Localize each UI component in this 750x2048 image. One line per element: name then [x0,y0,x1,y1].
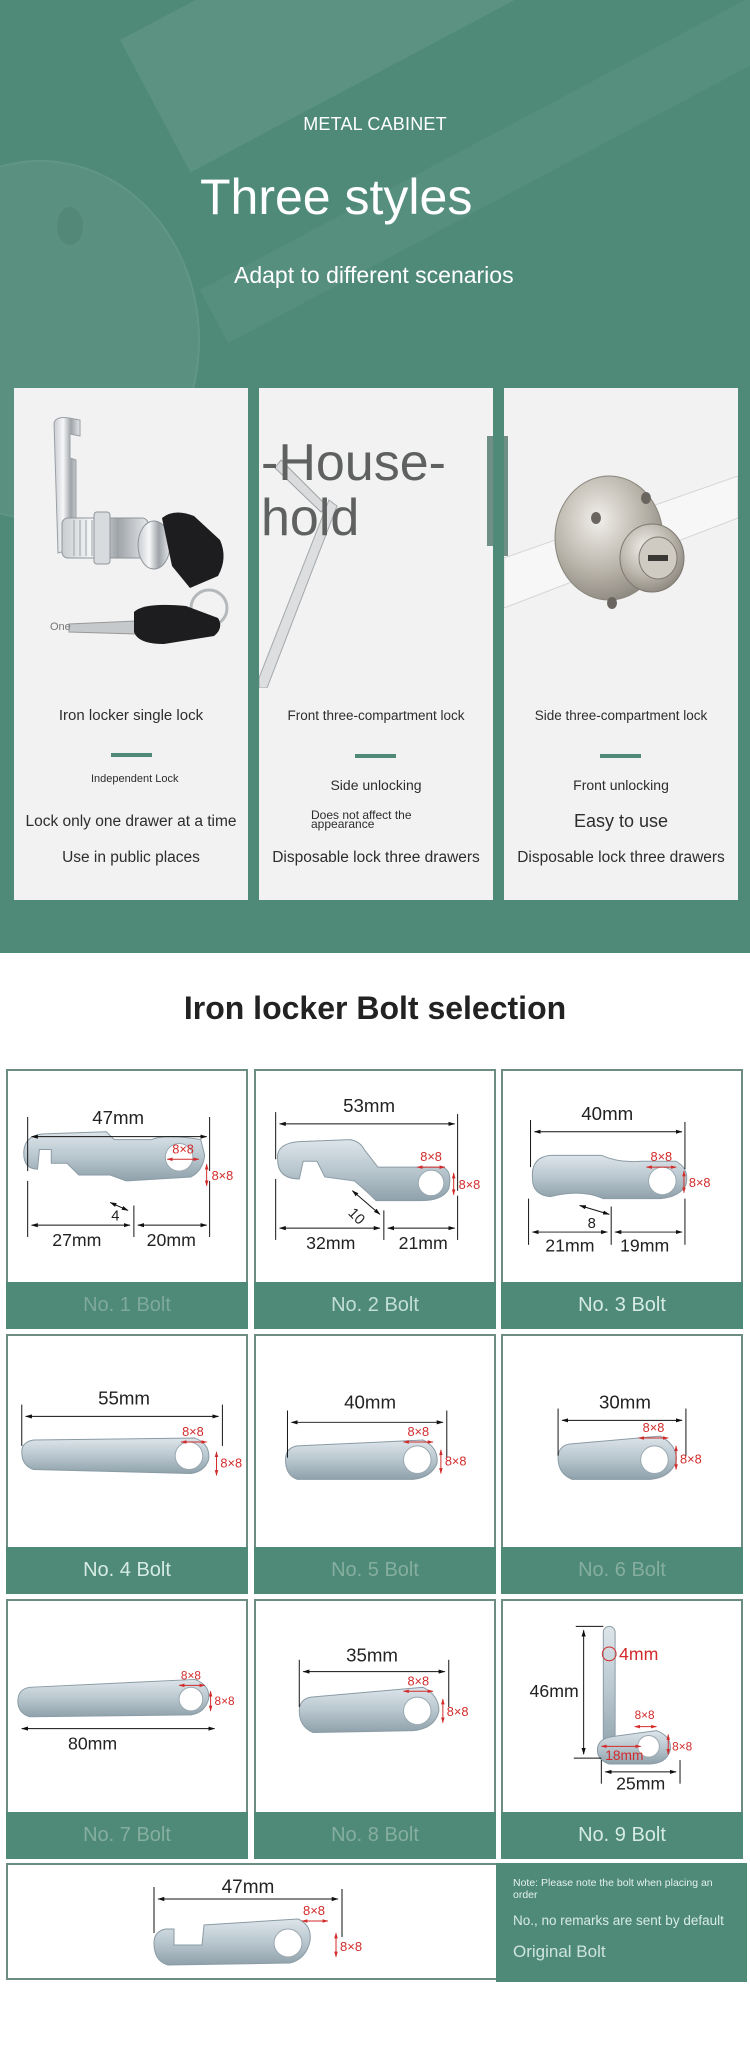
style-card-front-three-compartment[interactable] [259,388,493,900]
svg-text:25mm: 25mm [616,1773,666,1794]
order-note-panel [496,1863,747,1982]
style-card-feature-3: Disposable lock three drawers [517,849,725,866]
bolt-7-drawing [8,1601,246,1811]
svg-text:8×8: 8×8 [680,1451,702,1467]
household-overlay-text: -House-hold [261,434,446,547]
svg-text:8×8: 8×8 [214,1694,235,1709]
style-card-side-three-compartment[interactable] [504,388,738,900]
bolt-section-title: Iron locker Bolt selection [183,990,567,1026]
bolt-label: No. 7 Bolt [6,1812,248,1859]
bolt-label: No. 8 Bolt [254,1812,496,1859]
style-card-feature-2: Easy to use [573,811,669,831]
svg-text:8×8: 8×8 [180,1668,201,1683]
hero-kicker: METAL CABINET [303,114,447,134]
svg-text:53mm: 53mm [343,1095,396,1117]
bolt-option-7[interactable] [6,1599,248,1859]
bolt-label: No. 9 Bolt [501,1812,743,1859]
default-remark-text: No., no remarks are sent by default [513,1913,724,1928]
style-card-feature-1: Independent Lock [91,773,179,785]
svg-text:4mm: 4mm [619,1643,659,1664]
bolt-label: No. 4 Bolt [6,1547,248,1594]
svg-text:8×8: 8×8 [444,1453,467,1469]
bolt-label: No. 2 Bolt [254,1282,496,1329]
bolt-option-1[interactable] [6,1069,248,1329]
svg-text:8×8: 8×8 [407,1424,430,1440]
svg-text:8×8: 8×8 [446,1703,469,1719]
svg-text:8×8: 8×8 [650,1149,673,1165]
style-card-feature-3: Disposable lock three drawers [272,849,480,866]
svg-text:One: One [50,621,71,633]
hero-subtitle: Adapt to different scenarios [234,262,514,288]
style-card-title: Side three-compartment lock [534,708,708,723]
bolt-option-8[interactable] [254,1599,496,1859]
svg-text:55mm: 55mm [98,1387,150,1409]
svg-text:8×8: 8×8 [688,1174,711,1190]
bolt-option-2[interactable] [254,1069,496,1329]
svg-text:8: 8 [587,1216,596,1233]
svg-text:46mm: 46mm [529,1681,579,1702]
style-card-title: Front three-compartment lock [287,708,465,723]
svg-text:8×8: 8×8 [220,1455,243,1471]
bolt-label: No. 3 Bolt [501,1282,743,1329]
svg-text:8×8: 8×8 [458,1176,481,1192]
svg-text:8×8: 8×8 [642,1420,665,1436]
svg-text:21mm: 21mm [545,1235,595,1256]
svg-text:8×8: 8×8 [340,1939,363,1954]
accent-divider [111,753,152,757]
hero-section [0,0,750,953]
original-bolt-row[interactable] [6,1863,743,1980]
svg-text:35mm: 35mm [346,1644,398,1666]
svg-text:8×8: 8×8 [420,1149,442,1165]
cam-lock-with-keys-image [14,388,248,688]
svg-text:8×8: 8×8 [672,1739,693,1754]
bolt-label: No. 6 Bolt [501,1547,743,1594]
svg-text:47mm: 47mm [221,1877,275,1898]
bolt-2-drawing [256,1071,494,1281]
svg-text:8×8: 8×8 [407,1673,430,1689]
style-card-feature-2: Lock only one drawer at a time [25,813,237,830]
bolt-option-4[interactable] [6,1334,248,1594]
svg-text:18mm: 18mm [605,1748,644,1764]
hero-title: Three styles [200,169,473,225]
style-card-feature-1: Side unlocking [330,777,422,793]
svg-text:8×8: 8×8 [634,1707,655,1722]
bolt-1-drawing [8,1071,246,1281]
accent-divider [600,754,641,758]
bolt-label: No. 1 Bolt [6,1282,248,1329]
svg-text:8×8: 8×8 [211,1167,234,1183]
svg-text:40mm: 40mm [344,1391,397,1413]
round-drawer-lock-image [504,388,738,688]
svg-text:10: 10 [344,1205,368,1229]
svg-text:27mm: 27mm [52,1229,102,1250]
svg-text:30mm: 30mm [599,1391,651,1413]
original-bolt-label: Original Bolt [513,1942,606,1961]
style-card-feature-3: Use in public places [62,849,200,866]
bolt-label: No. 5 Bolt [254,1547,496,1594]
svg-text:8×8: 8×8 [182,1424,204,1440]
bolt-6-drawing [503,1336,741,1546]
bolt-option-9[interactable] [501,1599,743,1859]
style-card-feature-2: Does not affect the appearance [311,808,412,831]
svg-text:40mm: 40mm [581,1102,634,1124]
bolt-option-3[interactable] [501,1069,743,1329]
bolt-option-6[interactable] [501,1334,743,1594]
bolt-3-drawing [503,1071,741,1281]
svg-text:19mm: 19mm [620,1235,670,1256]
bolt-5-drawing [256,1336,494,1546]
svg-text:8×8: 8×8 [302,1903,326,1918]
svg-text:8×8: 8×8 [172,1141,194,1157]
style-card-title: Iron locker single lock [58,707,204,724]
svg-text:80mm: 80mm [68,1733,118,1754]
accent-divider [355,754,396,758]
svg-text:20mm: 20mm [146,1229,196,1250]
bolt-9-drawing [503,1601,741,1811]
svg-text:32mm: 32mm [306,1232,356,1253]
order-note-text: Note: Please note the bolt when placing an order [513,1877,713,1901]
svg-text:47mm: 47mm [92,1106,145,1128]
svg-text:4: 4 [111,1208,120,1225]
style-card-single-lock[interactable] [14,388,248,900]
style-card-feature-1: Front unlocking [573,777,669,793]
bolt-option-5[interactable] [254,1334,496,1594]
bolt-4-drawing [8,1336,246,1546]
original-bolt-drawing [8,1865,496,1978]
svg-text:21mm: 21mm [398,1232,448,1253]
bolt-8-drawing [256,1601,494,1811]
